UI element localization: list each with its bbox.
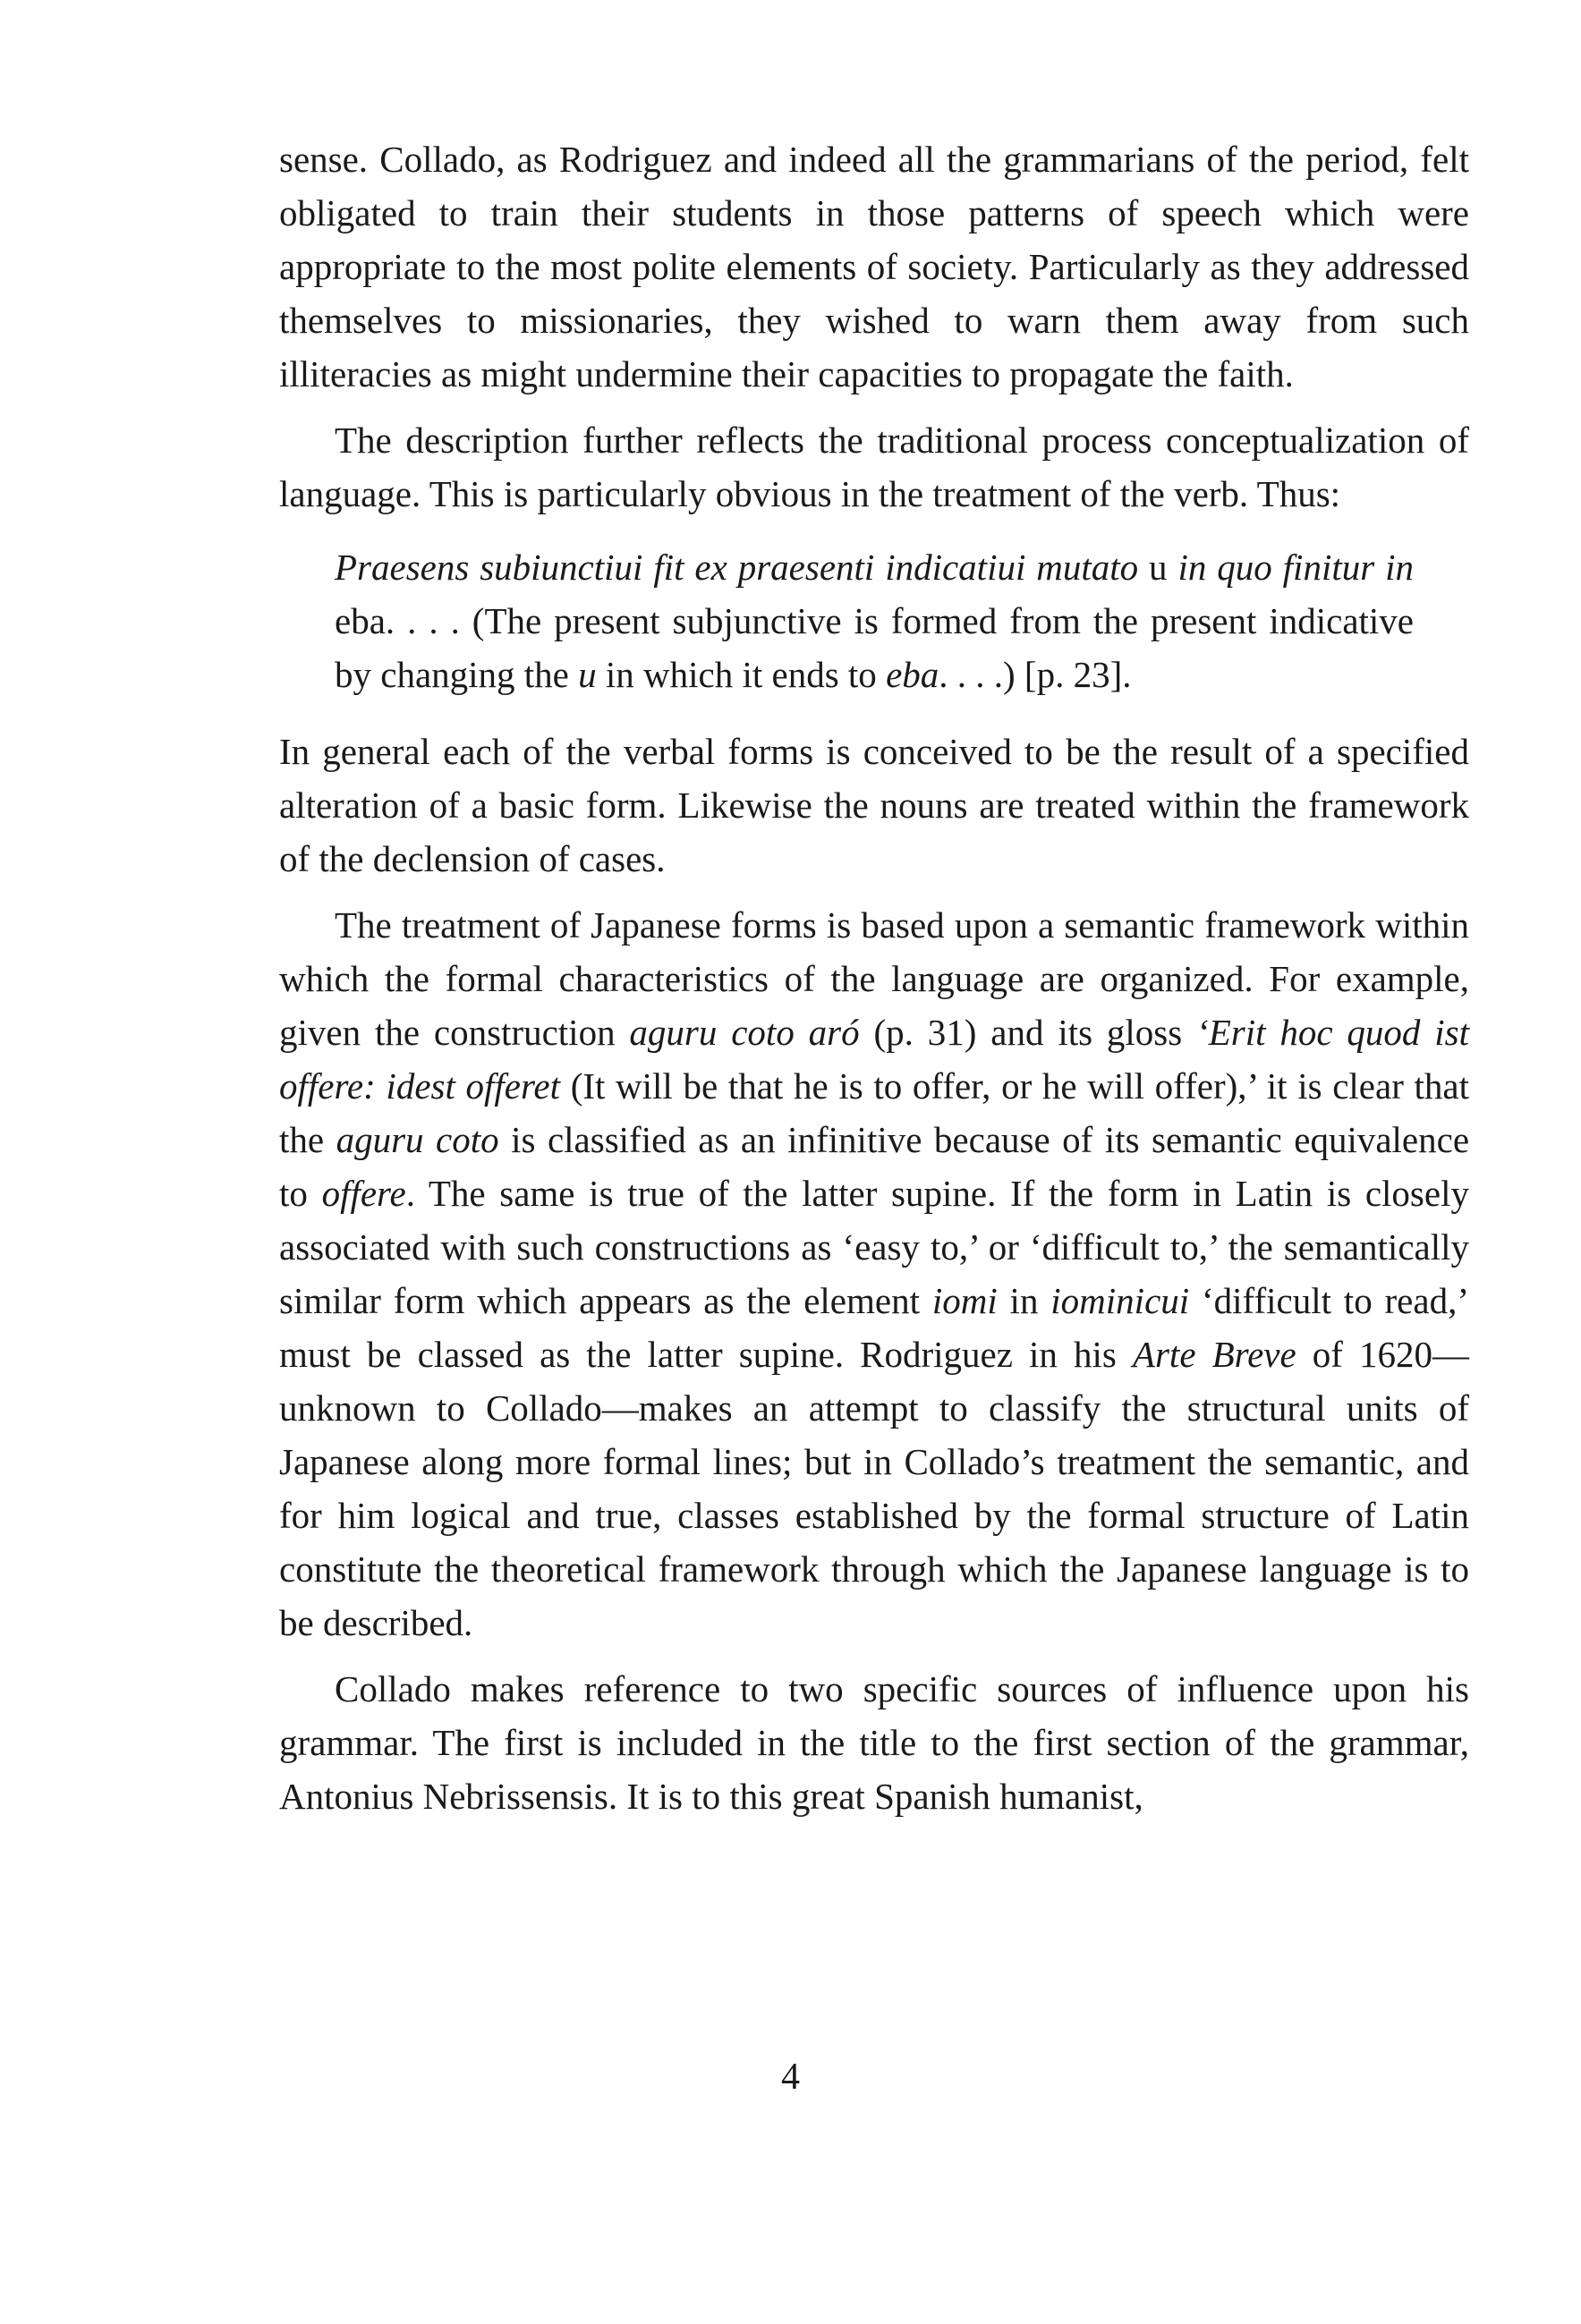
italic-text: iomi	[931, 1280, 998, 1321]
text-run: of 1620—unknown to Collado—makes an attempt to classify the structural units of Japanese along more formal lines; but in Collado’s treatment the semantic, and for him logical and true, classes established by the formal structure of Latin constitute the theoretical framework through which the Japanese language is to be described.	[279, 1334, 1469, 1643]
text-run: u	[1138, 547, 1178, 588]
text-run: (p. 31) and its gloss	[859, 1012, 1197, 1053]
italic-text: eba	[886, 654, 939, 695]
text-run: In general each of the verbal forms is conceived to be the result of a specified alteration of a basic form. Likewise the nouns are treated within the framework of the declension of cases.	[279, 731, 1469, 879]
italic-text: ‘Erit hoc quod ist offere: idest offeret	[279, 1012, 1470, 1107]
text-run: The treatment of Japanese forms is based upon a semantic framework within which the formal characteristics of the language are organized. For example, given the construction	[279, 904, 1469, 1053]
paragraph	[279, 1662, 1469, 1823]
page-number: 4	[781, 2057, 800, 2098]
italic-text: offere	[321, 1173, 406, 1214]
paragraph	[279, 898, 1469, 1650]
italic-text: aguru coto	[336, 1119, 499, 1160]
italic-text: u	[578, 654, 597, 695]
text-run: eba. . . . (The present subjunctive is formed from the present indicative by changing the	[335, 600, 1414, 695]
paragraph	[279, 413, 1469, 521]
text-run: (It will be that he is to offer, or he will offer),’ it is clear that the	[279, 1065, 1469, 1160]
italic-text: iominicui	[1050, 1280, 1190, 1321]
text-run: sense. Collado, as Rodriguez and indeed all the grammarians of the period, felt obligated to train their students in those patterns of speech which were appropriate to the most polite elements of society. Particularly as they addressed themselves to missionaries, they wished to warn them away from such illiteracies as might undermine their capacities to propagate the faith.	[279, 139, 1469, 394]
italic-text: in quo finitur in	[1177, 547, 1414, 588]
paragraph	[279, 132, 1469, 401]
text-run: ‘difficult to read,’ must be classed as the latter supine. Rodriguez in his	[279, 1280, 1469, 1375]
text-run: The description further reflects the traditional process conceptualization of language. This is particularly obvious in the treatment of the verb. Thus:	[279, 420, 1469, 514]
text-run: . The same is true of the latter supine. If the form in Latin is closely associated with such constructions as ‘easy to,’ or ‘difficult to,’ the semantically similar form which appears as the element	[279, 1173, 1469, 1321]
text-run: in which it ends to	[596, 654, 887, 695]
text-run: in	[997, 1280, 1051, 1321]
text-run: . . . .) [p. 23].	[939, 654, 1132, 695]
body-text	[279, 132, 1469, 1823]
italic-text: Arte Breve	[1132, 1334, 1296, 1375]
italic-text: Praesens subiunctiui fit ex praesenti indicatiui mutato	[335, 547, 1139, 588]
text-run: Collado makes reference to two specific sources of influence upon his grammar. The first is included in the title to the first section of the grammar, Antonius Nebrissensis. It is to this great Spanish humanist,	[279, 1668, 1469, 1817]
text-run: is classified as an infinitive because of its semantic equivalence to	[279, 1119, 1470, 1214]
block-quote	[335, 540, 1414, 701]
italic-text: aguru coto aró	[629, 1012, 860, 1053]
paragraph	[279, 725, 1469, 886]
